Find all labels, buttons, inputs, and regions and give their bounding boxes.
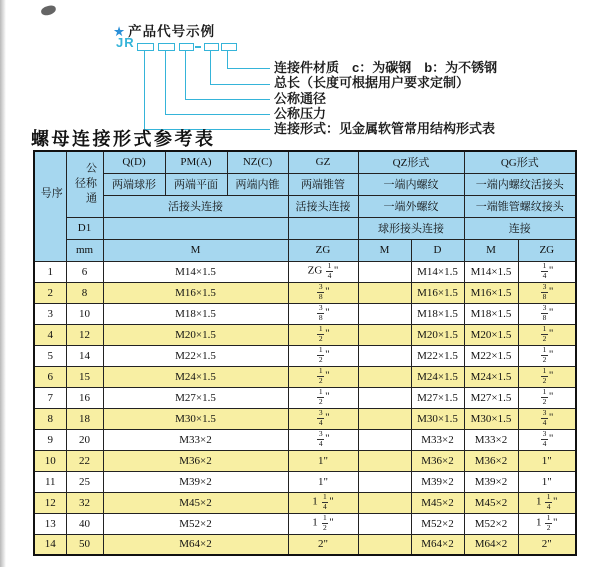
table-row bbox=[34, 513, 576, 534]
diagram-label-nominal-diameter: 公称通径 bbox=[274, 91, 327, 106]
cell-qg-m: M64×2 bbox=[464, 534, 518, 555]
cell-dn-mm: 12 bbox=[66, 324, 103, 345]
cell-qg-zg: 1" bbox=[518, 471, 576, 492]
cell-m: M27×1.5 bbox=[103, 387, 288, 408]
header-empty-gz bbox=[288, 217, 358, 239]
cell-gz-zg: 1" bbox=[288, 450, 358, 471]
cell-qz-m bbox=[358, 324, 411, 345]
header-gz-sub: 两端锥管 bbox=[288, 173, 358, 195]
header-qz-m: M bbox=[358, 239, 411, 261]
code-dash bbox=[195, 46, 201, 48]
fraction: $\frac{3}{4}$ bbox=[318, 408, 323, 427]
cell-dn-mm: 50 bbox=[66, 534, 103, 555]
cell-qg-zg: $\frac{3}{8}$ " bbox=[518, 282, 576, 303]
header-d1: D1 bbox=[66, 217, 103, 239]
cell-seq-no: 4 bbox=[34, 324, 66, 345]
header-zg: ZG bbox=[288, 239, 358, 261]
cell-seq-no: 6 bbox=[34, 366, 66, 387]
header-pm: PM(A) bbox=[165, 151, 227, 173]
cell-gz-zg: 2" bbox=[288, 534, 358, 555]
cell-gz-zg: $\frac{3}{4}$ " bbox=[288, 408, 358, 429]
connector-line bbox=[165, 51, 166, 114]
diagram-label-material: 连接件材质 c：为碳钢 b：为不锈钢 bbox=[274, 60, 498, 75]
fraction: $\frac{3}{8}$ bbox=[318, 282, 323, 301]
header-qg-inner: 一端内螺纹活接头 bbox=[464, 173, 576, 195]
cell-qg-m: M18×1.5 bbox=[464, 303, 518, 324]
scan-artifact bbox=[40, 5, 57, 17]
cell-qz-d: M22×1.5 bbox=[411, 345, 464, 366]
cell-qg-m: M14×1.5 bbox=[464, 261, 518, 282]
cell-dn-mm: 6 bbox=[66, 261, 103, 282]
cell-m: M14×1.5 bbox=[103, 261, 288, 282]
cell-qg-m: M27×1.5 bbox=[464, 387, 518, 408]
table-row bbox=[34, 408, 576, 429]
diagram-label-total-length: 总长（长度可根据用户要求定制） bbox=[274, 75, 470, 90]
cell-m: M16×1.5 bbox=[103, 282, 288, 303]
cell-dn-mm: 22 bbox=[66, 450, 103, 471]
cell-qz-m bbox=[358, 450, 411, 471]
fraction: $\frac{1}{4}$ bbox=[323, 492, 327, 511]
header-gz: GZ bbox=[288, 151, 358, 173]
cell-m: M20×1.5 bbox=[103, 324, 288, 345]
cell-gz-zg: ZG $\frac{1}{4}$ " bbox=[288, 261, 358, 282]
cell-qz-m bbox=[358, 513, 411, 534]
cell-seq-no: 9 bbox=[34, 429, 66, 450]
table-row bbox=[34, 471, 576, 492]
table-row bbox=[34, 534, 576, 555]
connector-line bbox=[165, 114, 270, 115]
connector-line bbox=[227, 68, 270, 69]
header-gz-union-conn: 活接头连接 bbox=[288, 195, 358, 217]
product-code-heading-text: 产品代号示例 bbox=[128, 24, 216, 39]
header-seq-no-text: 序号 bbox=[39, 187, 63, 226]
cell-qg-zg: $\frac{1}{2}$ " bbox=[518, 366, 576, 387]
cell-qz-m bbox=[358, 429, 411, 450]
cell-dn-mm: 16 bbox=[66, 387, 103, 408]
cell-qz-d: M36×2 bbox=[411, 450, 464, 471]
fraction: $\frac{3}{8}$ bbox=[318, 303, 323, 322]
cell-seq-no: 13 bbox=[34, 513, 66, 534]
table-row bbox=[34, 492, 576, 513]
cell-dn-mm: 20 bbox=[66, 429, 103, 450]
scan-edge-shadow bbox=[0, 0, 6, 567]
cell-qz-m bbox=[358, 534, 411, 555]
cell-qz-m bbox=[358, 303, 411, 324]
cell-m: M36×2 bbox=[103, 450, 288, 471]
fraction: $\frac{1}{2}$ bbox=[318, 387, 323, 406]
table-row bbox=[34, 450, 576, 471]
fraction: $\frac{1}{2}$ bbox=[318, 345, 323, 364]
fraction: $\frac{1}{2}$ bbox=[542, 324, 547, 343]
cell-qz-m bbox=[358, 387, 411, 408]
cell-gz-zg: $\frac{1}{2}$ " bbox=[288, 366, 358, 387]
header-qz-outer: 一端外螺纹 bbox=[358, 195, 464, 217]
header-row-1 bbox=[34, 151, 576, 173]
fraction: $\frac{1}{4}$ bbox=[327, 261, 332, 280]
cell-qz-d: M33×2 bbox=[411, 429, 464, 450]
code-box-2 bbox=[158, 43, 175, 51]
cell-gz-zg: $\frac{3}{8}$ " bbox=[288, 282, 358, 303]
cell-qg-m: M36×2 bbox=[464, 450, 518, 471]
fraction: $\frac{1}{2}$ bbox=[546, 513, 551, 532]
connector-line bbox=[210, 51, 211, 84]
cell-m: M64×2 bbox=[103, 534, 288, 555]
header-mm: mm bbox=[66, 239, 103, 261]
cell-qz-d: M18×1.5 bbox=[411, 303, 464, 324]
cell-qz-m bbox=[358, 471, 411, 492]
fraction: $\frac{1}{4}$ bbox=[542, 261, 547, 280]
cell-gz-zg: 1 $\frac{1}{2}$ " bbox=[288, 513, 358, 534]
cell-m: M30×1.5 bbox=[103, 408, 288, 429]
cell-qg-m: M52×2 bbox=[464, 513, 518, 534]
fraction: $\frac{3}{8}$ bbox=[542, 303, 547, 322]
header-qg-form: QG形式 bbox=[464, 151, 576, 173]
cell-dn-mm: 18 bbox=[66, 408, 103, 429]
header-empty-m bbox=[103, 217, 288, 239]
table-row bbox=[34, 429, 576, 450]
header-nz-sub: 两端内锥 bbox=[227, 173, 288, 195]
cell-qz-d: M39×2 bbox=[411, 471, 464, 492]
cell-seq-no: 8 bbox=[34, 408, 66, 429]
header-m: M bbox=[103, 239, 288, 261]
cell-qg-zg: $\frac{1}{2}$ " bbox=[518, 324, 576, 345]
table-header bbox=[34, 151, 576, 261]
cell-qg-zg: 1 $\frac{1}{2}$ " bbox=[518, 513, 576, 534]
star-icon: ★ bbox=[113, 24, 127, 39]
cell-m: M18×1.5 bbox=[103, 303, 288, 324]
cell-qg-m: M16×1.5 bbox=[464, 282, 518, 303]
fraction: $\frac{1}{2}$ bbox=[318, 366, 323, 385]
cell-qz-d: M64×2 bbox=[411, 534, 464, 555]
header-qz-inner: 一端内螺纹 bbox=[358, 173, 464, 195]
header-union-conn: 活接头连接 bbox=[103, 195, 288, 217]
header-q: Q(D) bbox=[103, 151, 165, 173]
fraction: $\frac{3}{4}$ bbox=[542, 429, 547, 448]
cell-seq-no: 5 bbox=[34, 345, 66, 366]
cell-qg-m: M33×2 bbox=[464, 429, 518, 450]
cell-dn-mm: 25 bbox=[66, 471, 103, 492]
header-row-5 bbox=[34, 239, 576, 261]
table-row bbox=[34, 303, 576, 324]
cell-qz-d: M27×1.5 bbox=[411, 387, 464, 408]
cell-dn-mm: 32 bbox=[66, 492, 103, 513]
table-row bbox=[34, 261, 576, 282]
cell-qg-m: M30×1.5 bbox=[464, 408, 518, 429]
cell-m: M24×1.5 bbox=[103, 366, 288, 387]
header-nominal-diameter-text: 公称通径 bbox=[73, 161, 97, 207]
cell-dn-mm: 15 bbox=[66, 366, 103, 387]
header-row-3 bbox=[34, 195, 576, 217]
code-prefix: JR bbox=[116, 35, 135, 50]
cell-qg-zg: 1 $\frac{1}{4}$ " bbox=[518, 492, 576, 513]
diagram-label-connection-form: 连接形式：见金属软管常用结构形式表 bbox=[274, 121, 496, 136]
cell-seq-no: 10 bbox=[34, 450, 66, 471]
table-body bbox=[34, 261, 576, 555]
fraction: $\frac{3}{8}$ bbox=[542, 282, 547, 301]
cell-qg-m: M45×2 bbox=[464, 492, 518, 513]
header-seq-no bbox=[34, 151, 66, 261]
cell-qz-d: M45×2 bbox=[411, 492, 464, 513]
code-box-4 bbox=[204, 43, 219, 51]
cell-qg-m: M20×1.5 bbox=[464, 324, 518, 345]
header-qg-zg: ZG bbox=[518, 239, 576, 261]
table-row bbox=[34, 282, 576, 303]
header-row-2 bbox=[34, 173, 576, 195]
cell-dn-mm: 8 bbox=[66, 282, 103, 303]
fraction: $\frac{1}{2}$ bbox=[542, 366, 547, 385]
code-box-5 bbox=[221, 43, 237, 51]
fraction: $\frac{1}{2}$ bbox=[318, 324, 323, 343]
cell-dn-mm: 40 bbox=[66, 513, 103, 534]
cell-dn-mm: 10 bbox=[66, 303, 103, 324]
nut-connection-table bbox=[33, 150, 577, 556]
cell-gz-zg: 1" bbox=[288, 471, 358, 492]
cell-qz-d: M20×1.5 bbox=[411, 324, 464, 345]
header-nz: NZ(C) bbox=[227, 151, 288, 173]
cell-qz-m bbox=[358, 261, 411, 282]
cell-m: M33×2 bbox=[103, 429, 288, 450]
cell-seq-no: 7 bbox=[34, 387, 66, 408]
cell-qg-zg: $\frac{1}{2}$ " bbox=[518, 387, 576, 408]
fraction: $\frac{3}{4}$ bbox=[318, 429, 323, 448]
header-qg-taper: 一端锥管螺纹接头 bbox=[464, 195, 576, 217]
cell-qg-zg: $\frac{3}{4}$ " bbox=[518, 408, 576, 429]
cell-qg-m: M39×2 bbox=[464, 471, 518, 492]
cell-qg-m: M24×1.5 bbox=[464, 366, 518, 387]
cell-m: M52×2 bbox=[103, 513, 288, 534]
cell-qz-d: M52×2 bbox=[411, 513, 464, 534]
cell-qg-zg: $\frac{1}{2}$ " bbox=[518, 345, 576, 366]
header-nominal-diameter bbox=[66, 151, 103, 217]
connector-line bbox=[185, 99, 270, 100]
cell-gz-zg: $\frac{1}{2}$ " bbox=[288, 345, 358, 366]
connector-line bbox=[185, 51, 186, 99]
cell-seq-no: 12 bbox=[34, 492, 66, 513]
cell-m: M22×1.5 bbox=[103, 345, 288, 366]
cell-qz-d: M30×1.5 bbox=[411, 408, 464, 429]
cell-seq-no: 1 bbox=[34, 261, 66, 282]
connector-line bbox=[227, 51, 228, 68]
header-qg-conn: 连接 bbox=[464, 217, 576, 239]
cell-seq-no: 14 bbox=[34, 534, 66, 555]
code-box-1 bbox=[137, 43, 154, 51]
table-row bbox=[34, 324, 576, 345]
cell-seq-no: 3 bbox=[34, 303, 66, 324]
cell-qz-m bbox=[358, 492, 411, 513]
cell-gz-zg: $\frac{1}{2}$ " bbox=[288, 387, 358, 408]
cell-seq-no: 2 bbox=[34, 282, 66, 303]
diagram-label-nominal-pressure: 公称压力 bbox=[274, 106, 327, 121]
cell-qg-zg: $\frac{1}{4}$ " bbox=[518, 261, 576, 282]
code-box-3 bbox=[179, 43, 194, 51]
header-qz-d: D bbox=[411, 239, 464, 261]
table-title: 螺母连接形式参考表 bbox=[31, 129, 216, 149]
header-qg-m: M bbox=[464, 239, 518, 261]
header-qz-conn: 球形接头连接 bbox=[358, 217, 464, 239]
fraction: $\frac{1}{2}$ bbox=[542, 387, 547, 406]
connector-line bbox=[210, 84, 270, 85]
cell-qz-m bbox=[358, 282, 411, 303]
cell-dn-mm: 14 bbox=[66, 345, 103, 366]
header-pm-sub: 两端平面 bbox=[165, 173, 227, 195]
connector-line bbox=[144, 51, 145, 129]
fraction: $\frac{1}{2}$ bbox=[542, 345, 547, 364]
header-qz-form: QZ形式 bbox=[358, 151, 464, 173]
cell-m: M39×2 bbox=[103, 471, 288, 492]
fraction: $\frac{3}{4}$ bbox=[542, 408, 547, 427]
cell-qz-m bbox=[358, 366, 411, 387]
cell-gz-zg: $\frac{1}{2}$ " bbox=[288, 324, 358, 345]
cell-qg-zg: $\frac{3}{4}$ " bbox=[518, 429, 576, 450]
table-row bbox=[34, 387, 576, 408]
cell-gz-zg: 1 $\frac{1}{4}$ " bbox=[288, 492, 358, 513]
table-row bbox=[34, 366, 576, 387]
cell-qz-d: M24×1.5 bbox=[411, 366, 464, 387]
cell-qz-m bbox=[358, 345, 411, 366]
header-q-sub: 两端球形 bbox=[103, 173, 165, 195]
cell-qg-m: M22×1.5 bbox=[464, 345, 518, 366]
header-row-4 bbox=[34, 217, 576, 239]
cell-gz-zg: $\frac{3}{8}$ " bbox=[288, 303, 358, 324]
cell-qg-zg: 1" bbox=[518, 450, 576, 471]
cell-qz-d: M16×1.5 bbox=[411, 282, 464, 303]
cell-gz-zg: $\frac{3}{4}$ " bbox=[288, 429, 358, 450]
fraction: $\frac{1}{4}$ bbox=[546, 492, 551, 511]
cell-seq-no: 11 bbox=[34, 471, 66, 492]
fraction: $\frac{1}{2}$ bbox=[323, 513, 327, 532]
table-row bbox=[34, 345, 576, 366]
cell-qg-zg: $\frac{3}{8}$ " bbox=[518, 303, 576, 324]
cell-qz-d: M14×1.5 bbox=[411, 261, 464, 282]
cell-m: M45×2 bbox=[103, 492, 288, 513]
cell-qg-zg: 2" bbox=[518, 534, 576, 555]
cell-qz-m bbox=[358, 408, 411, 429]
